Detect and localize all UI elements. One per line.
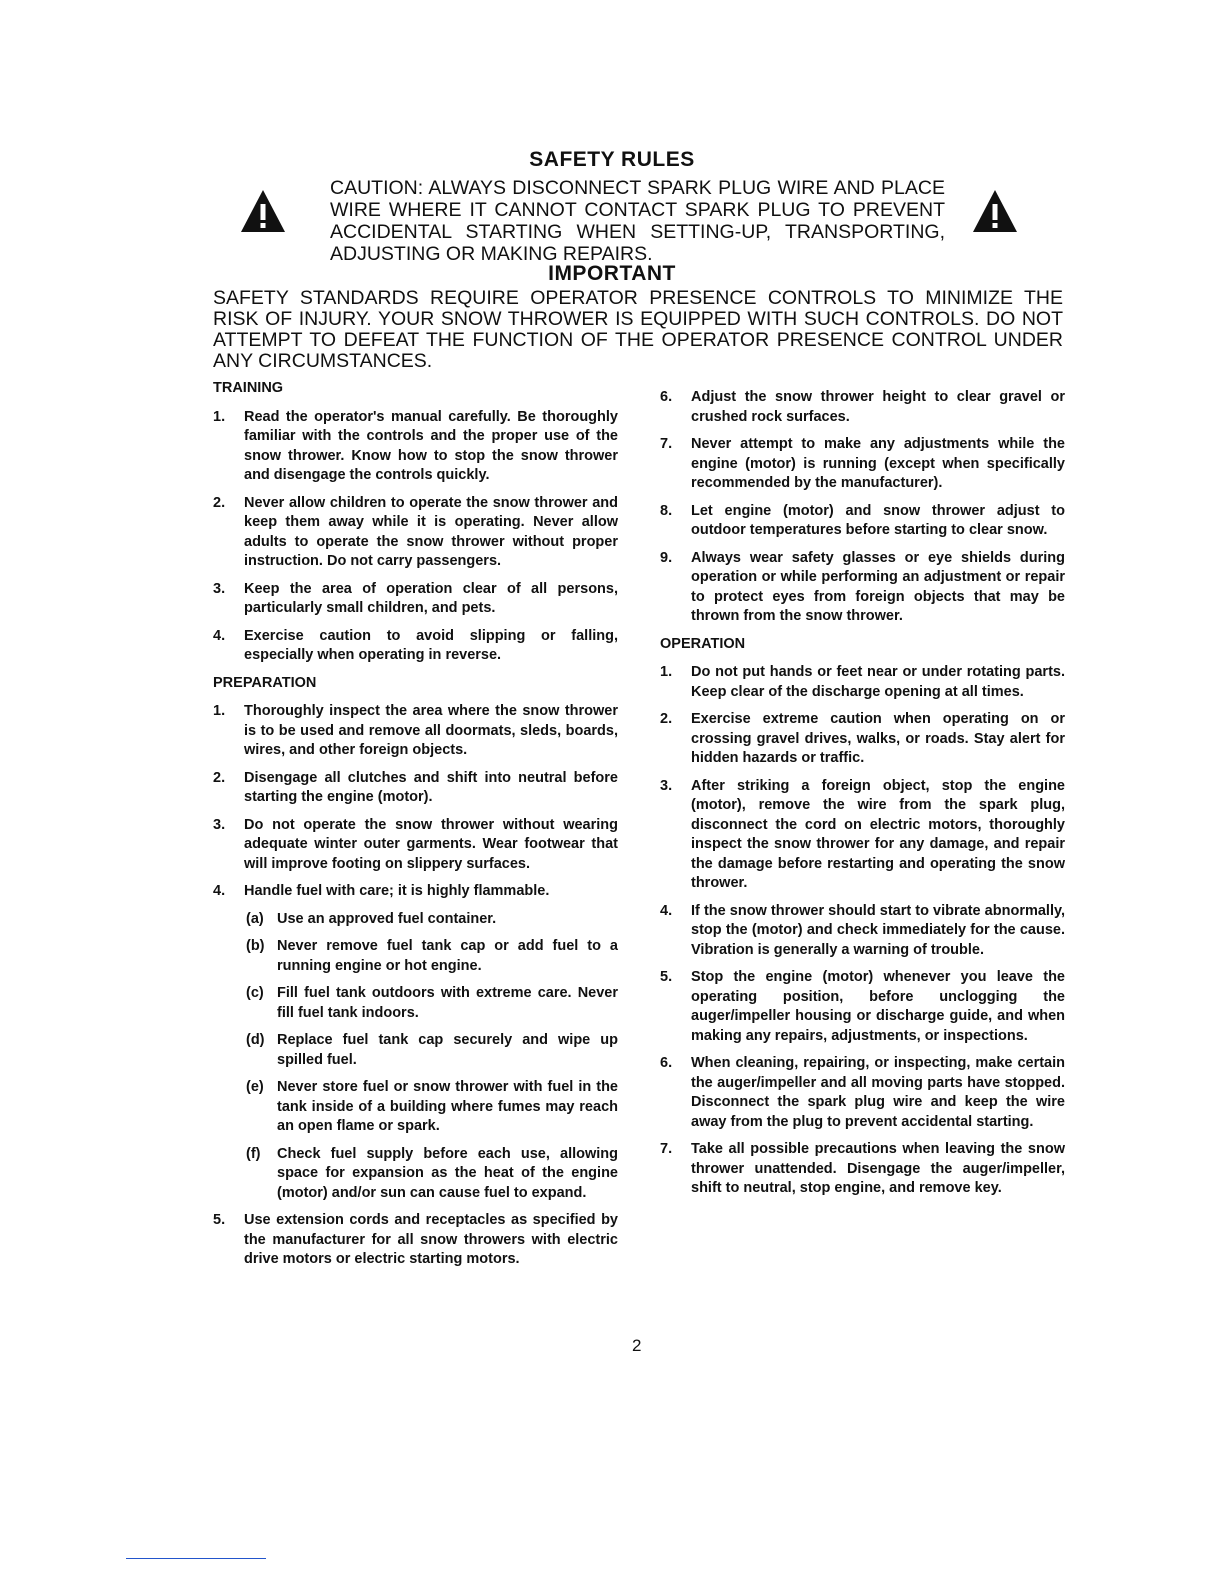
item-number: 2.	[660, 711, 673, 727]
list-item	[660, 663, 1065, 702]
list-item	[660, 435, 1065, 494]
left-column	[213, 379, 618, 1278]
list-item	[660, 388, 1065, 427]
page-number: 2	[632, 1336, 642, 1355]
item-text: Always wear safety glasses or eye shields during operation or while performing an adjustment or repair to protect eyes from foreign objects that may be thrown from the snow thrower.	[691, 549, 1065, 624]
list-item	[213, 494, 618, 572]
item-number: 5.	[660, 969, 673, 985]
list-item	[660, 1140, 1065, 1199]
sub-list-item	[246, 1078, 618, 1137]
sub-item-text: Never remove fuel tank cap or add fuel to a running engine or hot engine.	[277, 938, 618, 974]
item-number: 2.	[213, 494, 226, 511]
sub-item-text: Replace fuel tank cap securely and wipe up spilled fuel.	[277, 1032, 618, 1068]
list-item	[660, 902, 1065, 961]
item-number: 9.	[660, 549, 673, 566]
item-number: 1.	[660, 664, 673, 680]
item-number: 1.	[213, 408, 226, 425]
item-number: 5.	[213, 1212, 226, 1228]
sub-item-letter: (f)	[246, 1145, 261, 1162]
list-item	[660, 1054, 1065, 1132]
list-item	[660, 502, 1065, 541]
item-text: After striking a foreign object, stop the engine (motor), remove the wire from the spark plug, disconnect the cord on electric motors, thoroughly inspect the snow thrower for any damage, and repair the damage before restarting and operating the snow thrower.	[691, 777, 1065, 891]
footer-divider	[126, 1558, 266, 1559]
item-number: 4.	[660, 902, 673, 919]
list-item	[213, 702, 618, 761]
sub-item-text: Use an approved fuel container.	[277, 910, 497, 927]
list-item	[660, 549, 1065, 627]
important-text: SAFETY STANDARDS REQUIRE OPERATOR PRESENCE CONTROLS TO MINIMIZE THE RISK OF INJURY. YOUR SNOW THROWER IS EQUIPPED WITH SUCH CONTROLS. DO NOT ATTEMPT TO DEFEAT THE FUNCTION OF THE OPERATOR PRESENCE CONTROL UNDER ANY CIRCUMSTANCES.	[213, 287, 1063, 372]
item-text: Do not operate the snow thrower without wearing adequate winter outer garments. Wear footwear that will improve footing on slippery surfaces.	[244, 816, 618, 872]
item-text: When cleaning, repairing, or inspecting, make certain the auger/impeller and all moving parts have stopped. Disconnect the spark plug wire and keep the wire away from the plug to prevent accidental starting.	[691, 1055, 1065, 1130]
sub-item-text: Check fuel supply before each use, allowing space for expansion as the heat of the engine (motor) and/or sun can cause fuel to expand.	[277, 1145, 618, 1201]
section-heading-training: TRAINING	[213, 380, 284, 396]
item-text: Use extension cords and receptacles as specified by the manufacturer for all snow throwers with electric drive motors or electric starting motors.	[244, 1212, 618, 1267]
list-item	[660, 968, 1065, 1046]
item-text: Let engine (motor) and snow thrower adjust to outdoor temperatures before starting to clear snow.	[691, 502, 1065, 538]
item-text: If the snow thrower should start to vibrate abnormally, stop the (motor) and check immediately for the cause. Vibration is generally a warning of trouble.	[691, 902, 1065, 958]
item-number: 4.	[213, 627, 226, 644]
sub-item-text: Never store fuel or snow thrower with fuel in the tank inside of a building where fumes may reach an open flame or spark.	[277, 1079, 618, 1134]
caution-text: CAUTION: ALWAYS DISCONNECT SPARK PLUG WIRE AND PLACE WIRE WHERE IT CANNOT CONTACT SPARK PLUG TO PREVENT ACCIDENTAL STARTING WHEN SETTING-UP, TRANSPORTING, ADJUSTING OR MAKING REPAIRS.	[330, 177, 945, 265]
warning-triangle-icon	[240, 188, 286, 234]
item-number: 6.	[660, 1055, 673, 1071]
list-item	[213, 408, 618, 486]
sub-list-item	[246, 1031, 618, 1070]
item-text: Exercise caution to avoid slipping or falling, especially when operating in reverse.	[244, 627, 618, 663]
warning-triangle-icon	[972, 188, 1018, 234]
item-text: Exercise extreme caution when operating on or crossing gravel drives, walks, or roads. Stay alert for hidden hazards or traffic.	[691, 711, 1065, 766]
item-number: 3.	[213, 580, 226, 597]
sub-list-item	[246, 910, 618, 930]
item-text: Keep the area of operation clear of all persons, particularly small children, and pets.	[244, 580, 618, 616]
list-item	[213, 1211, 618, 1270]
right-column	[660, 388, 1065, 1207]
item-text: Do not put hands or feet near or under rotating parts. Keep clear of the discharge opening at all times.	[691, 664, 1065, 700]
item-text: Read the operator's manual carefully. Be thoroughly familiar with the controls and the proper use of the snow thrower. Know how to stop the snow thrower and disengage the controls quickly.	[244, 408, 618, 483]
item-number: 7.	[660, 1141, 673, 1157]
item-text: Never allow children to operate the snow thrower and keep them away while it is operating. Never allow adults to operate the snow thrower without proper instruction. Do not carry passengers.	[244, 494, 618, 569]
sub-item-letter: (d)	[246, 1032, 265, 1048]
item-number: 3.	[213, 816, 226, 833]
item-text: Never attempt to make any adjustments while the engine (motor) is running (except when specifically recommended by the manufacturer).	[691, 436, 1065, 491]
item-text: Handle fuel with care; it is highly flammable.	[244, 883, 550, 899]
sub-item-letter: (a)	[246, 910, 264, 927]
sub-list-item	[246, 937, 618, 976]
item-number: 3.	[660, 777, 673, 794]
section-heading-operation: OPERATION	[660, 635, 746, 652]
item-text: Take all possible precautions when leaving the snow thrower unattended. Disengage the auger/impeller, shift to neutral, stop engine, and remove key.	[691, 1141, 1065, 1196]
item-number: 2.	[213, 769, 226, 786]
list-item	[213, 816, 618, 875]
item-text: Adjust the snow thrower height to clear gravel or crushed rock surfaces.	[691, 389, 1065, 425]
item-number: 1.	[213, 703, 226, 719]
section-heading-preparation: PREPARATION	[213, 674, 317, 691]
sub-list-item	[246, 984, 618, 1023]
list-item	[213, 580, 618, 619]
sub-item-letter: (e)	[246, 1079, 264, 1095]
list-item	[213, 769, 618, 808]
item-text: Disengage all clutches and shift into neutral before starting the engine (motor).	[244, 769, 618, 805]
sub-item-text: Fill fuel tank outdoors with extreme care. Never fill fuel tank indoors.	[277, 985, 618, 1021]
list-item	[213, 882, 618, 902]
list-item	[660, 710, 1065, 769]
sub-item-letter: (c)	[246, 985, 264, 1001]
item-number: 8.	[660, 502, 673, 519]
sub-list-item	[246, 1145, 618, 1204]
item-number: 7.	[660, 436, 673, 452]
item-text: Thoroughly inspect the area where the snow thrower is to be used and remove all doormats, sleds, boards, wires, and other foreign objects.	[244, 703, 618, 758]
item-text: Stop the engine (motor) whenever you leave the operating position, before unclogging the auger/impeller housing or discharge guide, and when making any repairs, adjustments, or inspections.	[691, 969, 1065, 1044]
page-title: SAFETY RULES	[529, 148, 695, 171]
list-item	[660, 777, 1065, 894]
item-number: 4.	[213, 883, 226, 899]
item-number: 6.	[660, 389, 673, 405]
important-heading: IMPORTANT	[548, 262, 676, 285]
sub-item-letter: (b)	[246, 938, 265, 954]
list-item	[213, 627, 618, 666]
